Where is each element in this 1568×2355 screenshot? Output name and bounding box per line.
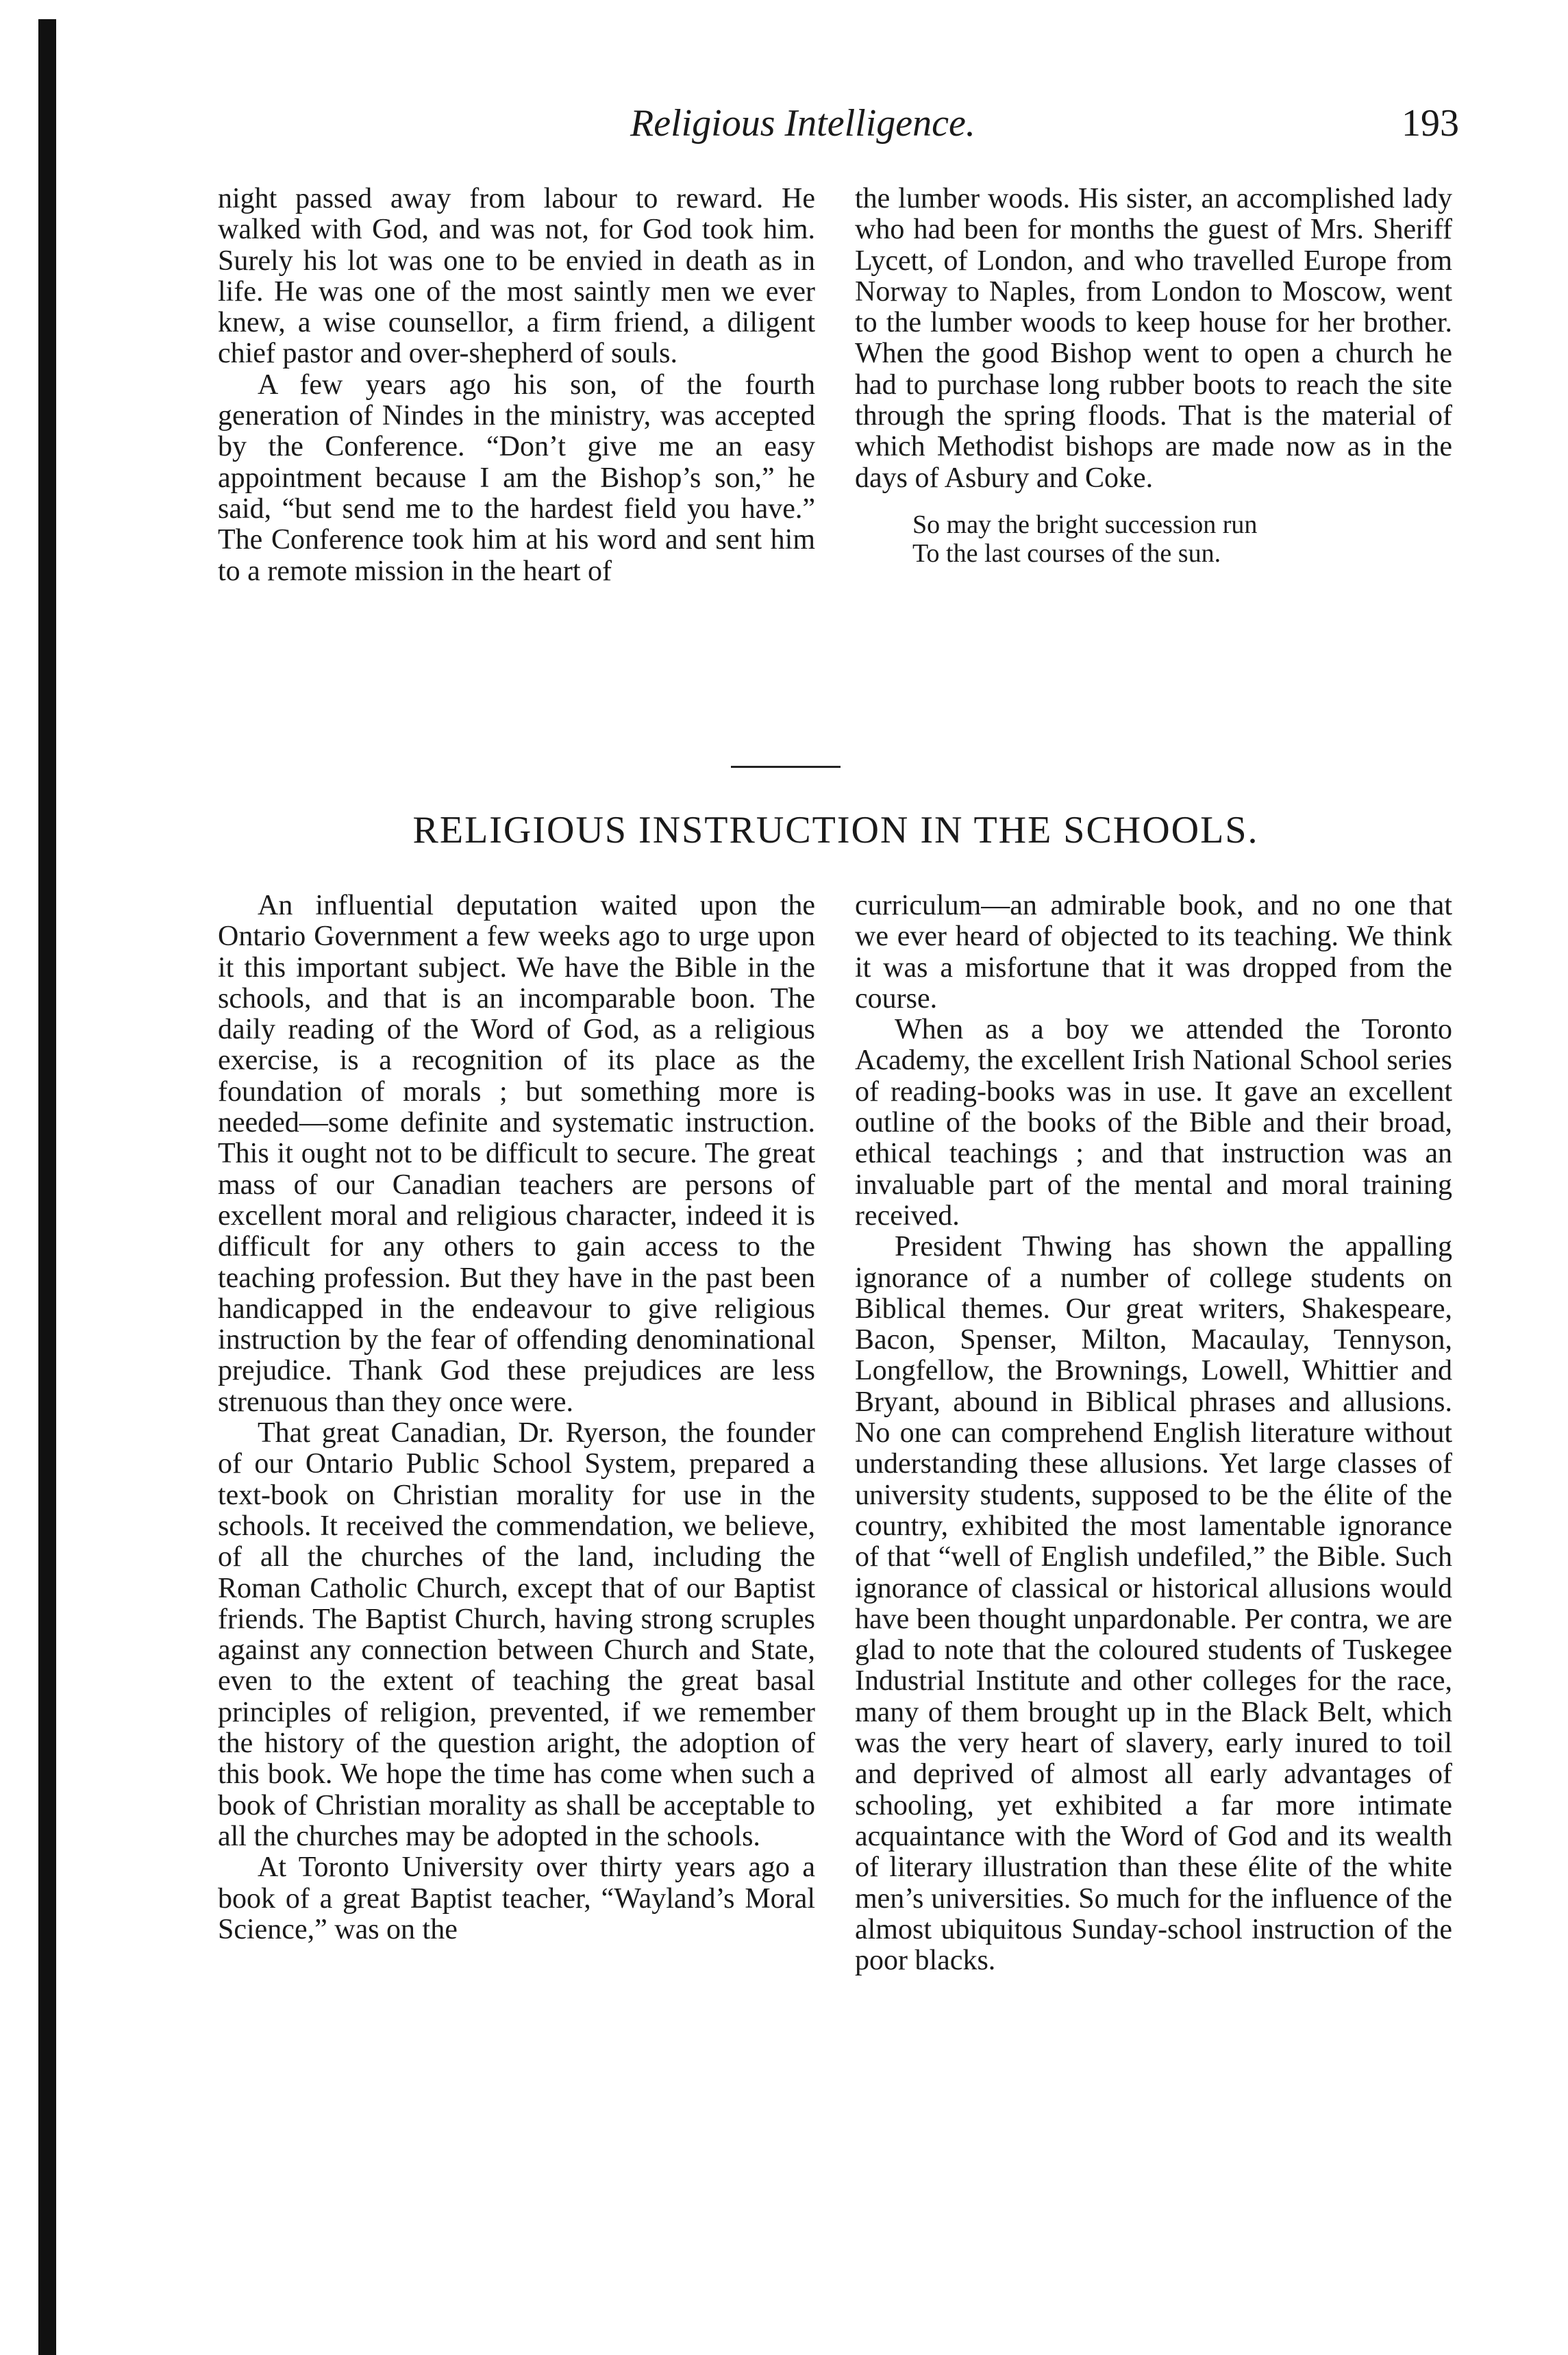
paragraph: An influential deputation waited upon the Ontario Government a few weeks ago to urge upon it this important subject. We have the Bible in the schools, and that is an incomparable boon. The daily reading of the Word of God, as a religious exercise, is a recognition of its place as the foundation of morals ; but something more is needed—some definite and systematic instruction. This it ought not to be difficult to secure. The great mass of our Canadian teachers are persons of excellent moral and religious character, indeed it is difficult for any others to gain access to the teaching profession. But they have in the past been handicapped in the endeavour to give religious instruction by the fear of offending denominational prejudice. Thank God these prejudices are less strenuous than they once were. — [218, 890, 815, 1418]
paragraph: curriculum—an admirable book, and no one that we ever heard of objected to its teaching. We think it was a misfortune that it was dropped from the course. — [855, 890, 1452, 1014]
binding-edge — [38, 19, 56, 2355]
quote-line: So may the bright succession run — [912, 510, 1258, 539]
section-title: RELIGIOUS INSTRUCTION IN THE SCHOOLS. — [412, 809, 1259, 851]
quote-line: To the last courses of the sun. — [912, 538, 1221, 568]
paragraph: President Thwing has shown the appalling ignorance of a number of college students on Biblical themes. Our great writers, Shakespeare, Bacon, Spenser, Milton, Macaulay, Tennyson, Longfellow, the Brownings, Lowell, Whittier and Bryant, abound in Biblical phrases and allusions. No one can comprehend English literature without understanding these allusions. Yet large classes of university students, supposed to be the élite of the country, exhibited the most lamentable ignorance of that “well of English undefiled,” the Bible. Such ignorance of classical or historical allusions would have been thought unpardonable. Per contra, we are glad to note that the coloured students of Tuskegee Industrial Institute and other colleges for the race, many of them brought up in the Black Belt, which was the very heart of slavery, early inured to toil and deprived of almost all early advantages of schooling, yet exhibited a far more intimate acquaintance with the Word of God and its wealth of literary illustration than these élite of the white men’s universities. So much for the influence of the almost ubiquitous Sunday-school instruction of the poor blacks. — [855, 1231, 1452, 1977]
page-number: 193 — [1402, 102, 1459, 145]
bottom-right-column — [855, 890, 1452, 1976]
section-divider — [731, 766, 841, 768]
bottom-left-column — [218, 890, 815, 1945]
top-left-column — [218, 184, 815, 587]
page-header — [219, 101, 1459, 156]
paragraph: A few years ago his son, of the fourth generation of Nindes in the ministry, was accepted by the Conference. “Don’t give me an easy appointment because I am the Bishop’s son,” he said, “but send me to the hardest field you have.” The Conference took him at his word and sent him to a remote mission in the heart of — [218, 369, 815, 587]
paragraph: That great Canadian, Dr. Ryerson, the founder of our Ontario Public School System, prepared a text-book on Christian morality for use in the schools. It received the commendation, we believe, of all the churches of the land, including the Roman Catholic Church, except that of our Baptist friends. The Baptist Church, having strong scruples against any connection between Church and State, even to the extent of teaching the great basal principles of religion, prevented, if we remember the history of the question aright, the adoption of this book. We hope the time has come when such a book of Christian morality as shall be acceptable to all the churches may be adopted in the schools. — [218, 1417, 815, 1852]
paragraph: At Toronto University over thirty years ago a book of a great Baptist teacher, “Wayland’s Moral Science,” was on the — [218, 1852, 815, 1945]
paragraph: the lumber woods. His sister, an accomplished lady who had been for months the guest of Mrs. Sheriff Lycett, of London, and who travelled Europe from Norway to Naples, from London to Moscow, went to the lumber woods to keep house for her brother. When the good Bishop went to open a church he had to purchase long rubber boots to reach the site through the spring floods. That is the material of which Methodist bishops are made now as in the days of Asbury and Coke. — [855, 183, 1452, 494]
verse-quote — [912, 510, 1452, 568]
top-right-column — [855, 184, 1452, 568]
running-title: Religious Intelligence. — [630, 102, 975, 145]
paragraph: When as a boy we attended the Toronto Academy, the excellent Irish National School series of reading-books was in use. It gave an excellent outline of the books of the Bible and their broad, ethical teachings ; and that instruction was an invaluable part of the mental and moral training received. — [855, 1014, 1452, 1232]
paragraph: night passed away from labour to reward. He walked with God, and was not, for God took him. Surely his lot was one to be envied in death as in life. He was one of the most saintly men we ever knew, a wise counsellor, a firm friend, a diligent chief pastor and over-shepherd of souls. — [218, 183, 815, 370]
